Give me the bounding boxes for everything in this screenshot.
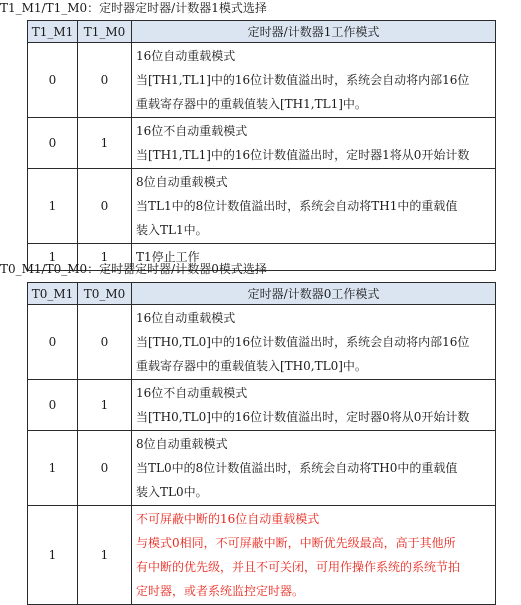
header-mode: 定时器/计数器1工作模式 <box>132 21 496 43</box>
table-row <box>28 169 496 244</box>
cell-description <box>132 43 496 118</box>
cell-m0: 0 <box>78 169 132 244</box>
cell-m0: 1 <box>78 380 132 431</box>
timer1-mode-table <box>27 20 496 271</box>
description-line: 16位自动重载模式 <box>136 49 236 63</box>
description-line: 当[TH0,TL0]中的16位计数值溢出时，定时器0将从0开始计数 <box>136 410 470 424</box>
description-line: 重载寄存器中的重载值装入[TH0,TL0]中。 <box>136 359 367 373</box>
cell-m1: 0 <box>28 305 78 380</box>
description-line: 16位不自动重载模式 <box>136 386 248 400</box>
description-line: 16位自动重载模式 <box>136 311 236 325</box>
table-row <box>28 506 496 605</box>
description-line: 与模式0相同，不可屏蔽中断，中断优先级最高，高于其他所 <box>136 536 456 550</box>
table-row <box>28 305 496 380</box>
description-line: 装入TL1中。 <box>136 223 208 237</box>
description-line: 定时器，或者系统监控定时器。 <box>136 584 305 598</box>
timer0-caption: T0_M1/T0_M0：定时器定时器/计数器0模式选择 <box>0 262 267 276</box>
header-mode: 定时器/计数器0工作模式 <box>132 283 496 305</box>
timer0-mode-table <box>27 282 496 605</box>
cell-description-highlight <box>132 506 496 605</box>
cell-description <box>132 380 496 431</box>
description-line: 当[TH1,TL1]中的16位计数值溢出时，定时器1将从0开始计数 <box>136 148 470 162</box>
cell-m1: 0 <box>28 43 78 118</box>
cell-m1: 1 <box>28 169 78 244</box>
cell-description <box>132 169 496 244</box>
cell-m0: 1 <box>78 118 132 169</box>
cell-m0: 0 <box>78 43 132 118</box>
table-row <box>28 118 496 169</box>
description-line: 8位自动重载模式 <box>136 437 228 451</box>
cell-m1: 0 <box>28 118 78 169</box>
table-header-row <box>28 21 496 43</box>
table-header-row <box>28 283 496 305</box>
description-line: 当[TH0,TL0]中的16位计数值溢出时，系统会自动将内部16位 <box>136 335 470 349</box>
table-row <box>28 380 496 431</box>
description-line: 当TL0中的8位计数值溢出时，系统会自动将TH0中的重载值 <box>136 461 458 475</box>
description-line: 当[TH1,TL1]中的16位计数值溢出时，系统会自动将内部16位 <box>136 73 470 87</box>
header-m1: T0_M1 <box>28 283 78 305</box>
description-line: T1停止工作 <box>136 250 200 264</box>
cell-m0: 1 <box>78 506 132 605</box>
cell-description <box>132 431 496 506</box>
description-line: 当TL1中的8位计数值溢出时，系统会自动将TH1中的重载值 <box>136 199 458 213</box>
header-m0: T0_M0 <box>78 283 132 305</box>
table-row <box>28 431 496 506</box>
cell-m0: 0 <box>78 305 132 380</box>
description-line: 16位不自动重载模式 <box>136 124 248 138</box>
description-line: 有中断的优先级，并且不可关闭，可用作操作系统的系统节拍 <box>136 560 461 574</box>
cell-description <box>132 118 496 169</box>
timer1-caption: T1_M1/T1_M0：定时器定时器/计数器1模式选择 <box>0 1 267 15</box>
description-line: 不可屏蔽中断的16位自动重载模式 <box>136 512 320 526</box>
cell-m1: 1 <box>28 431 78 506</box>
header-m0: T1_M0 <box>78 21 132 43</box>
cell-m0: 1 <box>78 244 132 271</box>
cell-description <box>132 305 496 380</box>
description-line: 8位自动重载模式 <box>136 175 228 189</box>
cell-m1: 1 <box>28 506 78 605</box>
cell-m1: 1 <box>28 244 78 271</box>
header-m1: T1_M1 <box>28 21 78 43</box>
description-line: 重载寄存器中的重载值装入[TH1,TL1]中。 <box>136 97 367 111</box>
cell-m0: 0 <box>78 431 132 506</box>
description-line: 装入TL0中。 <box>136 485 208 499</box>
cell-m1: 0 <box>28 380 78 431</box>
table-row <box>28 43 496 118</box>
